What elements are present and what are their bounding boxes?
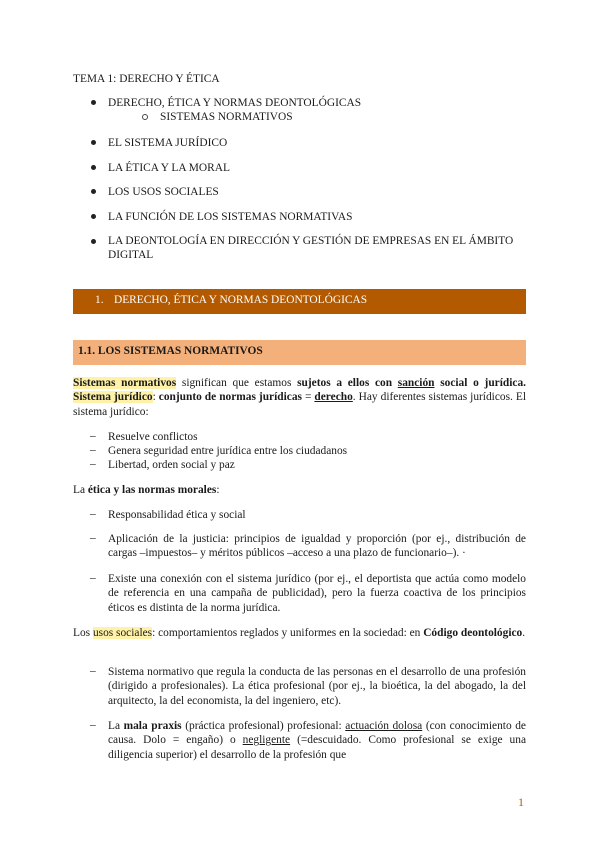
text-run: La (108, 720, 124, 732)
dash-icon: – (90, 572, 96, 584)
toc-item: LA FUNCIÓN DE LOS SISTEMAS NORMATIVAS (108, 211, 353, 223)
list-item: Responsabilidad ética y social (108, 509, 246, 521)
highlight-term: Sistema jurídico (73, 391, 153, 404)
text-run: social o jurídica. (434, 377, 526, 389)
text-run: La (73, 484, 88, 496)
toc-item: LA ÉTICA Y LA MORAL (108, 162, 230, 174)
list-item: Existe una conexión con el sistema jurídico (por ej., el deportista que actúa como modelo de referencia en una campaña de publicidad), pero la fuerza coactiva de los principios éticos es distinta de la norma jurídica. (108, 573, 526, 614)
section-number: 1. (95, 294, 104, 306)
text-run: ética y las normas morales (87, 484, 217, 496)
subsection-title: 1.1. LOS SISTEMAS NORMATIVOS (78, 345, 263, 357)
dash-icon: – (90, 444, 96, 456)
text-run: Código deontológico (423, 627, 523, 639)
text-run: . Hay diferentes sistemas jurídicos. El sistema jurídico: (73, 391, 526, 418)
list-item: Aplicación de la justicia: principios de igualdad y proporción (por ej., distribución de cargas –impuestos– y méritos públicos –acceso a una plazo de funcionario–). · (108, 533, 526, 560)
list-item: Resuelve conflictos (108, 431, 198, 443)
section-title: DERECHO, ÉTICA Y NORMAS DEONTOLÓGICAS (114, 294, 368, 306)
bullet-icon (91, 239, 96, 244)
section-header-1-1 (73, 340, 526, 365)
text-run: negligente (242, 734, 291, 747)
dash-icon: – (90, 430, 96, 442)
text-run: conjunto de normas jurídicas (158, 391, 302, 404)
text-run: derecho (314, 391, 353, 404)
toc-item: DERECHO, ÉTICA Y NORMAS DEONTOLÓGICAS (108, 97, 362, 109)
dash-icon: – (90, 458, 96, 470)
text-run: mala praxis (123, 720, 182, 732)
text-run: (=descuidado. Como profesional se exige una diligencia superior) el desarrollo de la profesión que (108, 734, 527, 761)
text-run: (práctica profesional) profesional: (181, 720, 346, 732)
text-run: : comportamientos reglados y uniformes en la sociedad: en (152, 627, 424, 639)
bullet-icon (91, 189, 96, 194)
list-item (108, 719, 526, 762)
circle-bullet-icon (142, 114, 148, 120)
dash-icon: – (90, 532, 96, 544)
toc-item: EL SISTEMA JURÍDICO (108, 137, 228, 149)
bullet-icon (91, 100, 96, 105)
text-run: . (522, 627, 526, 639)
paragraph-usos-sociales (73, 626, 526, 640)
paragraph-sistemas-normativos (73, 376, 526, 419)
text-run: : (152, 391, 159, 404)
dash-icon: – (90, 665, 96, 677)
text-run: significan que estamos (176, 377, 298, 389)
tema-title: TEMA 1: DERECHO Y ÉTICA (73, 73, 220, 85)
list-item: Sistema normativo que regula la conducta de las personas en el desarrollo de una profesión (dirigido a profesionales). La ética profesional (por ej., la bioética, la del abogado, la del arquitecto, la del economista, la del ingeniero, etc). (108, 666, 526, 707)
text-run: actuación dolosa (345, 720, 423, 732)
dash-icon: – (90, 508, 96, 520)
text-run: Los (73, 627, 93, 639)
highlight-term: usos sociales (92, 627, 153, 639)
bullet-icon (91, 165, 96, 170)
section-header-1 (73, 289, 526, 314)
toc-item: LOS USOS SOCIALES (108, 186, 219, 198)
toc-subitem: SISTEMAS NORMATIVOS (160, 111, 293, 123)
page-number: 1 (518, 795, 524, 809)
list-item: Genera seguridad entre jurídica entre los ciudadanos (108, 445, 348, 457)
text-run: sanción (397, 377, 435, 389)
dash-icon: – (90, 719, 96, 731)
bullet-icon (91, 140, 96, 145)
paragraph-etica (73, 483, 526, 497)
text-run: = (301, 391, 315, 404)
toc-item: LA DEONTOLOGÍA EN DIRECCIÓN Y GESTIÓN DE EMPRESAS EN EL ÁMBITO DIGITAL (108, 235, 514, 262)
bullet-icon (91, 214, 96, 219)
text-run: sujetos a ellos con (297, 377, 398, 389)
highlight-term: Sistemas normativos (73, 377, 177, 389)
text-run: : (216, 484, 220, 496)
text-run: (con conocimiento de causa. Dolo = engaño) o (108, 720, 526, 747)
list-item: Libertad, orden social y paz (108, 459, 235, 471)
